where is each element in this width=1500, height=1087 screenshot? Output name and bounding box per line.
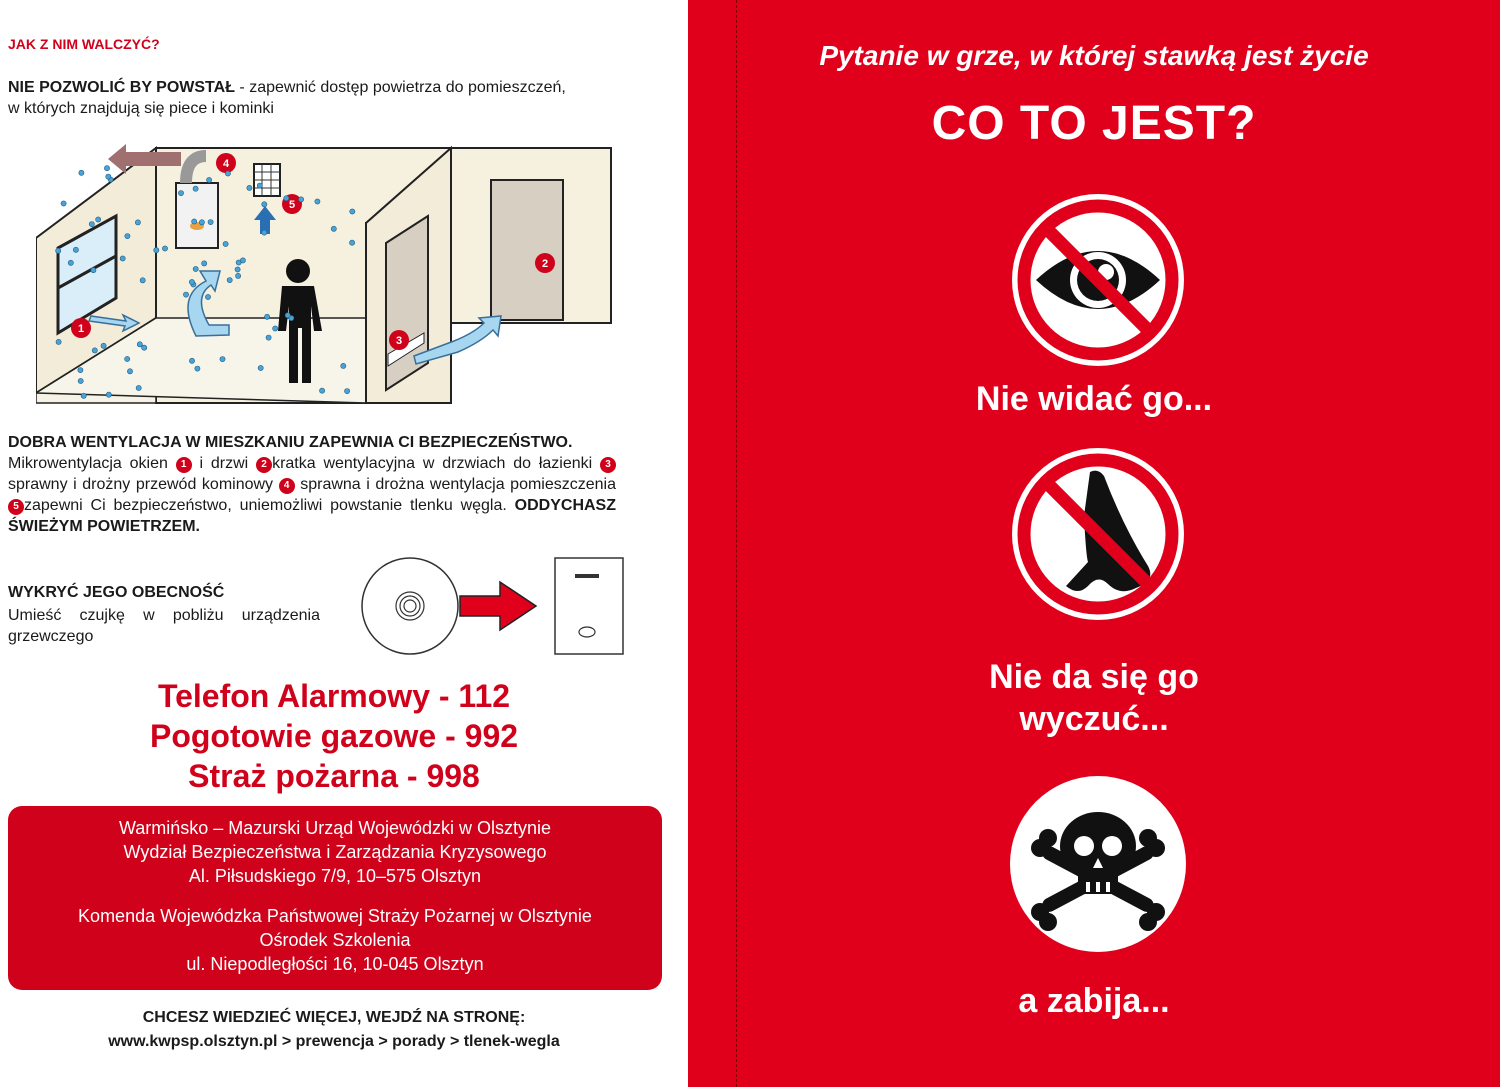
ventilation-illustration bbox=[36, 128, 616, 423]
left-panel bbox=[0, 0, 688, 1087]
co-particle bbox=[56, 339, 61, 344]
skull-crossbones-icon bbox=[1010, 776, 1186, 952]
main-title: CO TO JEST? bbox=[931, 97, 1257, 150]
illus-badge-2: 2 bbox=[541, 258, 549, 270]
question-subtitle: Pytanie w grze, w której stawką jest życie bbox=[819, 40, 1369, 71]
co-particle bbox=[262, 230, 267, 235]
co-particle bbox=[189, 358, 194, 363]
co-particle bbox=[240, 258, 245, 263]
co-particle bbox=[73, 247, 78, 252]
detect-text: Umieść czujkę w pobliżu urządzenia grzewczego bbox=[8, 607, 320, 645]
co-particle bbox=[91, 268, 96, 273]
co-particle bbox=[104, 166, 109, 171]
address2-line3: ul. Niepodległości 16, 10-045 Olsztyn bbox=[186, 954, 484, 974]
caption-no-smell-line1: Nie da się go bbox=[989, 658, 1199, 696]
co-particle bbox=[225, 171, 230, 176]
co-particle bbox=[135, 220, 140, 225]
address2-line1: Komenda Wojewódzka Państwowej Straży Pożarnej w Olsztynie bbox=[78, 906, 592, 926]
co-particle bbox=[81, 393, 86, 398]
co-particle bbox=[220, 357, 225, 362]
co-particle bbox=[273, 326, 278, 331]
more-label: CHCESZ WIEDZIEĆ WIĘCEJ, WEJDŹ NA STRONĘ: bbox=[142, 1009, 526, 1026]
ventilation-heading: DOBRA WENTYLACJA W MIESZKANIU ZAPEWNIA CI BEZPIECZEŃSTWO. bbox=[8, 434, 573, 451]
badge-1: 1 bbox=[176, 457, 192, 473]
co-particle bbox=[140, 278, 145, 283]
co-particle bbox=[154, 248, 159, 253]
co-particle bbox=[257, 183, 262, 188]
co-particle bbox=[136, 385, 141, 390]
co-particle bbox=[120, 256, 125, 261]
co-particle bbox=[183, 292, 188, 297]
co-particle bbox=[247, 185, 252, 190]
illus-badge-4: 4 bbox=[222, 158, 230, 170]
co-particle bbox=[106, 392, 111, 397]
emergency-phones bbox=[0, 676, 668, 796]
co-particle bbox=[195, 366, 200, 371]
co-particle bbox=[125, 234, 130, 239]
co-particle bbox=[262, 202, 267, 207]
co-particle bbox=[299, 197, 304, 202]
detector-illustration bbox=[360, 556, 650, 656]
more-info bbox=[0, 1006, 668, 1054]
badge-2: 2 bbox=[256, 457, 272, 473]
badge-3: 3 bbox=[600, 457, 616, 473]
illus-badge-3: 3 bbox=[395, 335, 403, 347]
prevent-heading: NIE POZWOLIĆ BY POWSTAŁ bbox=[8, 79, 235, 96]
co-particle bbox=[235, 267, 240, 272]
co-particle bbox=[266, 335, 271, 340]
co-particle bbox=[320, 388, 325, 393]
co-particle bbox=[137, 342, 142, 347]
prevent-text: - zapewnić dostęp powietrza do pomieszczeń, w których znajdują się piece i kominki bbox=[8, 79, 566, 117]
more-url[interactable]: www.kwpsp.olsztyn.pl > prewencja > porady > tlenek-wegla bbox=[108, 1033, 560, 1050]
co-particle bbox=[345, 389, 350, 394]
co-particle bbox=[78, 368, 83, 373]
address2-line2: Ośrodek Szkolenia bbox=[259, 930, 411, 950]
co-particle bbox=[142, 345, 147, 350]
co-particle bbox=[315, 199, 320, 204]
fold-line bbox=[736, 0, 737, 1087]
co-particle bbox=[193, 186, 198, 191]
caption-kills: a zabija... bbox=[1018, 982, 1170, 1020]
co-particle bbox=[258, 365, 263, 370]
co-particle bbox=[350, 240, 355, 245]
address-box bbox=[8, 806, 662, 990]
no-nose-icon bbox=[1008, 446, 1188, 622]
co-particle bbox=[78, 378, 83, 383]
co-particle bbox=[79, 170, 84, 175]
badge-5: 5 bbox=[8, 499, 24, 515]
phone-fire: Straż pożarna - 998 bbox=[188, 758, 480, 794]
co-particle bbox=[162, 246, 167, 251]
right-panel bbox=[688, 0, 1500, 1087]
co-particle bbox=[193, 266, 198, 271]
co-particle bbox=[285, 313, 290, 318]
co-particle bbox=[331, 226, 336, 231]
co-particle bbox=[127, 369, 132, 374]
co-particle bbox=[202, 261, 207, 266]
co-particle bbox=[208, 220, 213, 225]
co-particle bbox=[223, 241, 228, 246]
co-particle bbox=[106, 174, 111, 179]
no-eye-icon bbox=[1008, 192, 1188, 368]
co-particle bbox=[189, 279, 194, 284]
co-particle bbox=[199, 220, 204, 225]
co-particle bbox=[92, 348, 97, 353]
illus-badge-5: 5 bbox=[288, 199, 296, 211]
prevent-paragraph bbox=[8, 77, 568, 119]
address1-line2: Wydział Bezpieczeństwa i Zarządzania Kryzysowego bbox=[123, 842, 547, 862]
phone-gas: Pogotowie gazowe - 992 bbox=[149, 718, 519, 754]
co-particle bbox=[284, 196, 289, 201]
co-particle bbox=[192, 219, 197, 224]
co-particle bbox=[125, 356, 130, 361]
detect-heading: WYKRYĆ JEGO OBECNOŚĆ bbox=[8, 584, 225, 601]
co-particle bbox=[61, 201, 66, 206]
co-particle bbox=[265, 314, 270, 319]
ventilation-bold-end: ODDYCHASZ ŚWIEŻYM POWIETRZEM. bbox=[8, 497, 616, 535]
caption-invisible: Nie widać go... bbox=[975, 380, 1213, 418]
co-particle bbox=[341, 363, 346, 368]
co-particle bbox=[178, 191, 183, 196]
co-particle bbox=[236, 273, 241, 278]
phone-alarm: Telefon Alarmowy - 112 bbox=[157, 678, 511, 714]
caption-no-smell bbox=[688, 656, 1500, 740]
co-particle bbox=[96, 217, 101, 222]
co-particle bbox=[227, 278, 232, 283]
co-particle bbox=[56, 248, 61, 253]
co-particle bbox=[89, 222, 94, 227]
co-particle bbox=[205, 294, 210, 299]
ventilation-paragraph: DOBRA WENTYLACJA W MIESZKANIU ZAPEWNIA CI BEZPIECZEŃSTWO. Mikrowentylacja okien 1 i drzwi 2 kratka wentylacyjna w drzwiach do łazienki 3 sprawny i drożny przewód kominowy 4 sprawna i drożna wentylacja pomieszczenia 5 zapewni Ci bezpieczeństwo, uniemożliwi powstanie tlenku węgla. ODDYCHASZ ŚWIEŻYM POWIETRZEM. bbox=[8, 434, 616, 535]
co-particle bbox=[101, 343, 106, 348]
caption-no-smell-line2: wyczuć... bbox=[1019, 700, 1169, 738]
section-kicker: JAK Z NIM WALCZYĆ? bbox=[8, 36, 160, 52]
co-particle bbox=[350, 209, 355, 214]
address1-line3: Al. Piłsudskiego 7/9, 10–575 Olsztyn bbox=[188, 866, 482, 886]
illus-badge-1: 1 bbox=[77, 323, 85, 335]
co-particle bbox=[68, 260, 73, 265]
co-particle bbox=[207, 177, 212, 182]
badge-4: 4 bbox=[279, 478, 295, 494]
address1-line1: Warmińsko – Mazurski Urząd Wojewódzki w Olsztynie bbox=[118, 818, 552, 838]
